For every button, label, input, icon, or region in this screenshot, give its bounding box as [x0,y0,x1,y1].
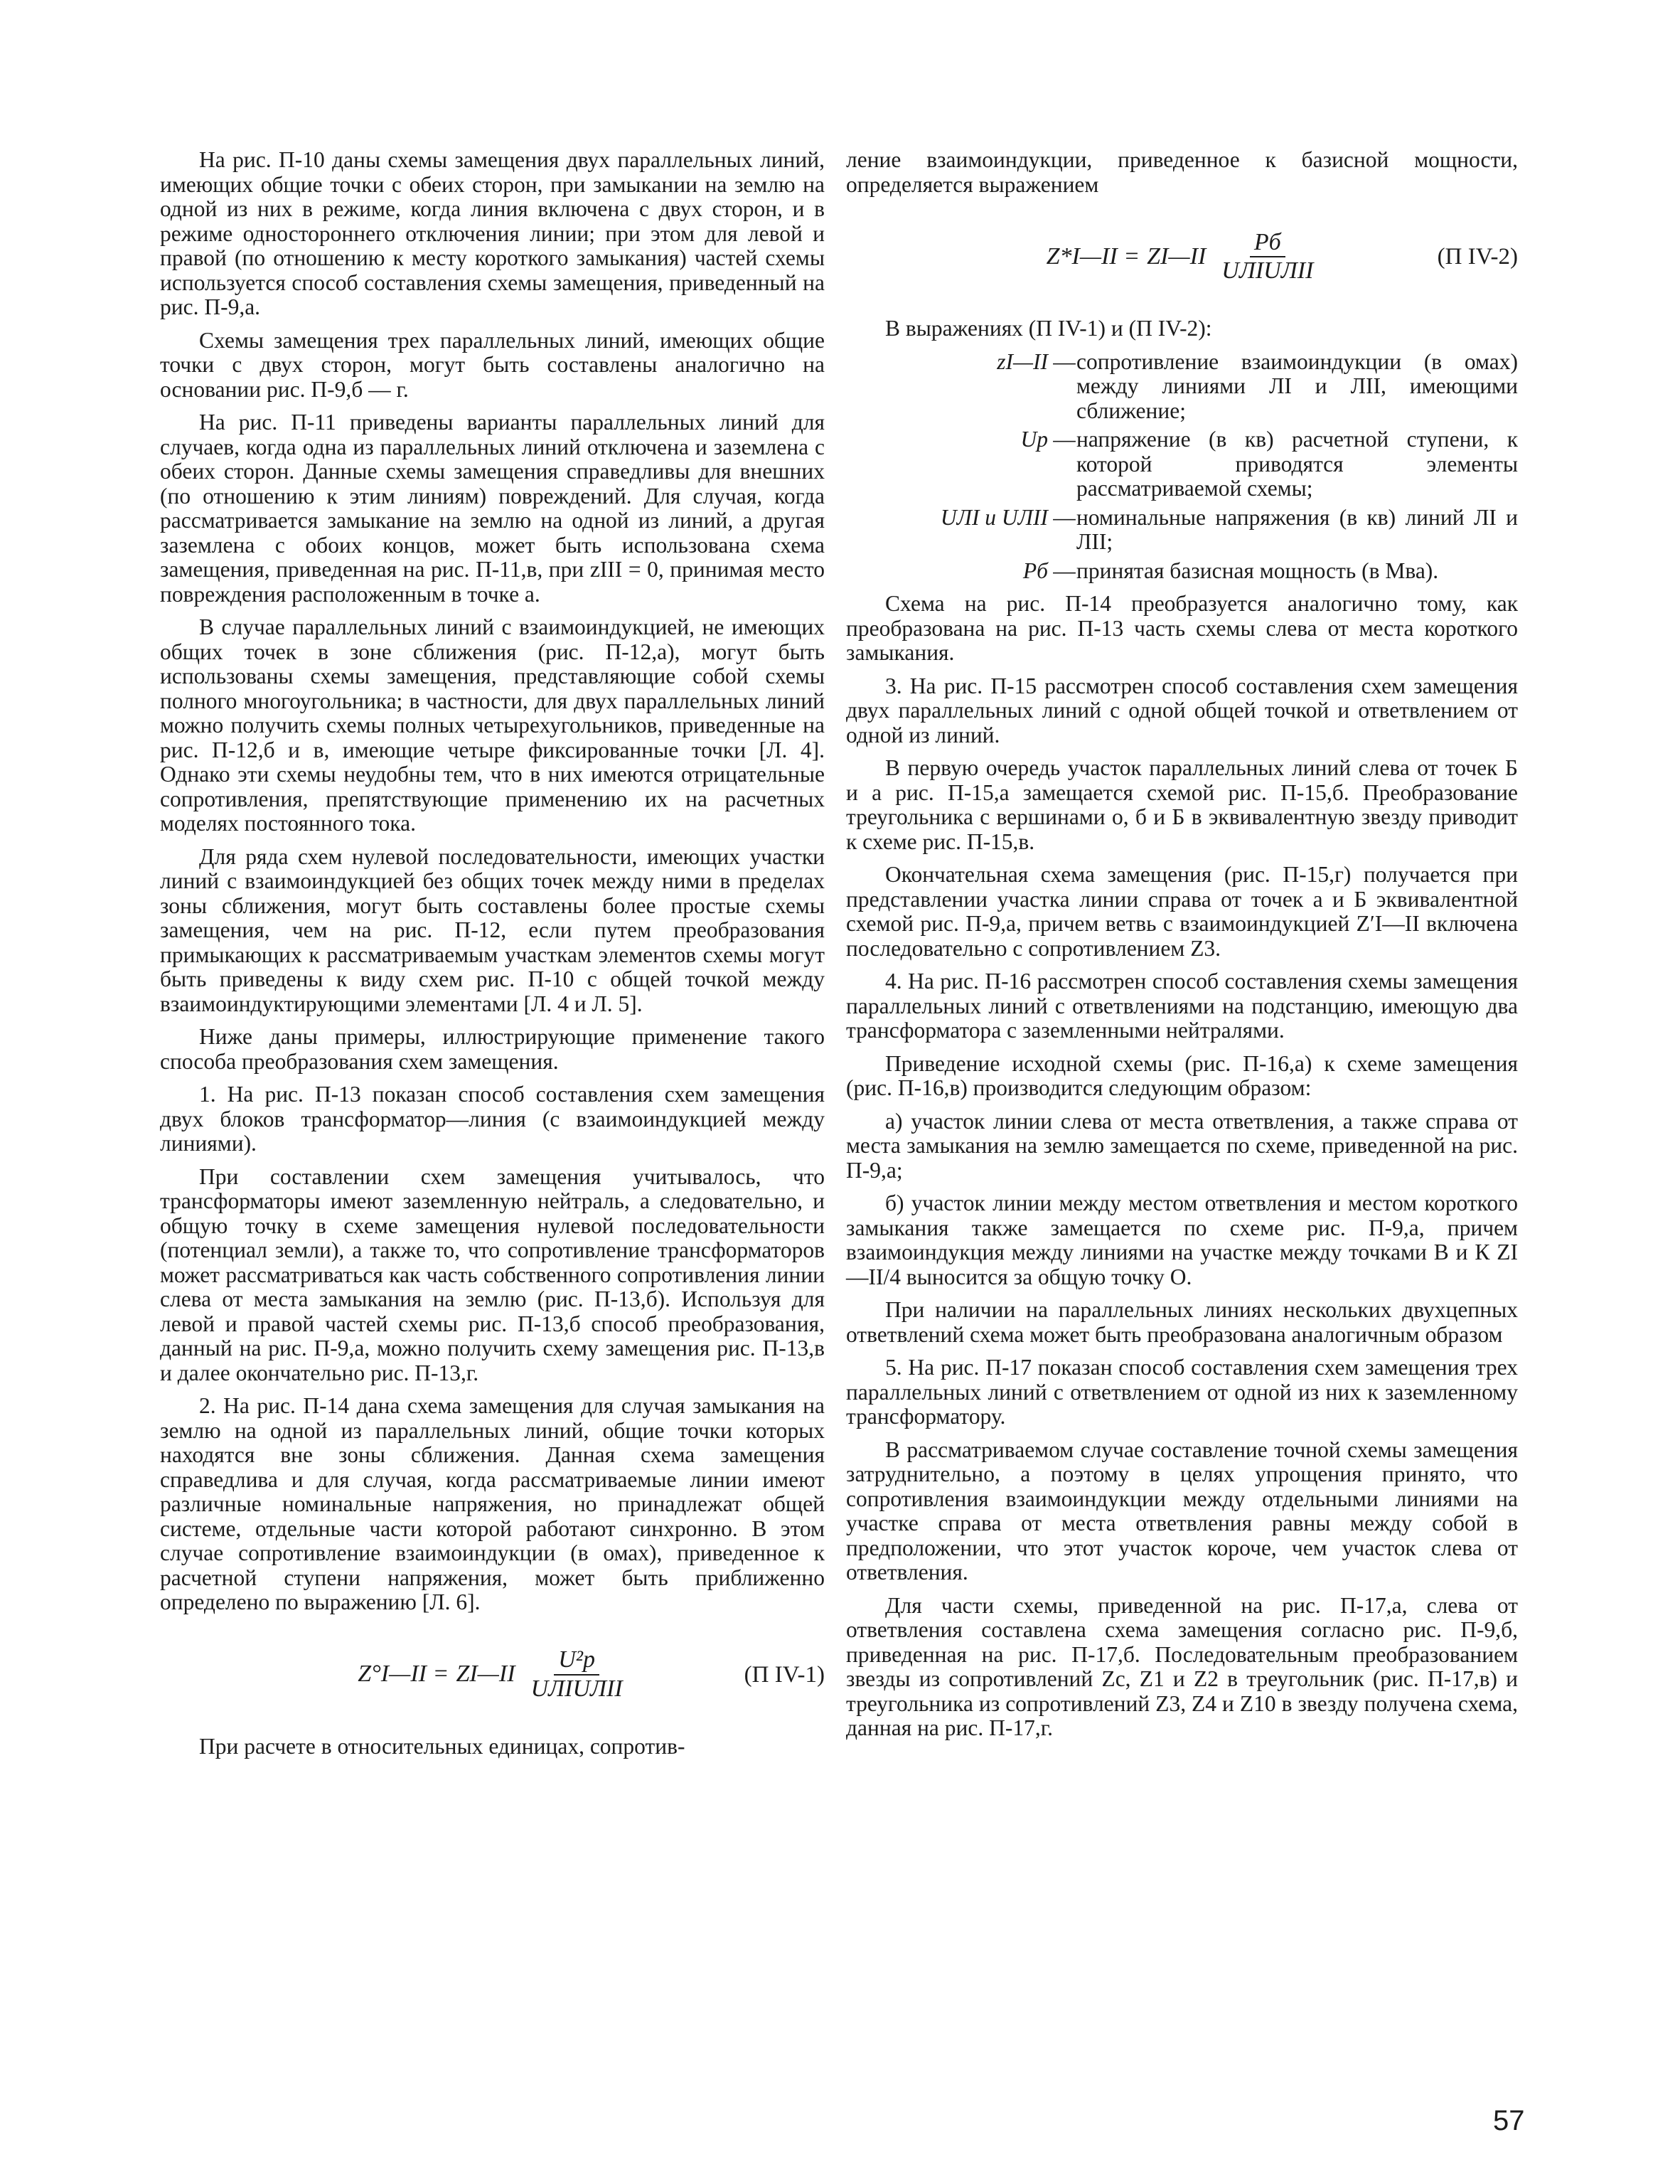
paragraph: В первую очередь участок параллельных линий слева от точек Б и а рис. П-15,а замещается схемой рис. П-15,б. Преобразование треугольника с вершинами о, б и Б в эквивалентную звезду приводит к схеме рис. П-15,в. [846,755,1518,854]
paragraph: На рис. П-11 приведены варианты параллельных линий для случаев, когда одна из параллельных линий отключена и заземлена с обеих сторон. Данные схемы замещения справедливы для внешних (по отношению к этим линиям) повреждений. Для случая, когда рассматривается замыкание на землю на одной из линий, а другая заземлена с обоих концов, может быть использована схема замещения, приведенная на рис. П-11,в, при zIII = 0, принимая место повреждения расположенным в точке а. [160,410,825,607]
equation-number: (П IV-2) [1437,243,1518,270]
definition-item [846,506,1518,555]
definition-term: Pб [1022,558,1048,583]
paragraph: В рассматриваемом случае составление точной схемы замещения затруднительно, а поэтому в целях упрощения принято, что сопротивления взаимоиндукции между отдельными линиями на участке справа от места ответвления равны между собой в предположении, что этот участок короче, чем участок слева от ответвления. [846,1437,1518,1584]
paragraph: 3. На рис. П-15 рассмотрен способ составления схем замещения двух параллельных линий с одной общей точкой и ответвлением от одной из линий. [846,673,1518,747]
fraction-denominator: UЛIUЛII [530,1675,623,1702]
paragraph: Схемы замещения трех параллельных линий, имеющих общие точки с двух сторон, могут быть составлены аналогично на основании рис. П-9,б — г. [160,327,825,402]
paragraph: При расчете в относительных единицах, сопротив- [199,1733,685,1759]
paragraph: а) участок линии слева от места ответвления, а также справа от места замыкания на землю замещается по схеме, приведенной на рис. П-9,а; [846,1108,1518,1183]
equation-lhs: Z°I—II = [358,1661,449,1688]
equation-factor: ZI—II [1147,243,1207,270]
equation-fraction [527,1648,627,1701]
left-column [160,148,825,1759]
page-number: 57 [1493,2105,1525,2136]
equation-number: (П IV-1) [744,1661,825,1688]
definition-term: zI—II [997,348,1048,374]
equation-lhs: Z*I—II = [1046,243,1140,270]
right-column [846,148,1518,1741]
paragraph: 1. На рис. П-13 показан способ составления схем замещения двух блоков трансформатор—линия (с взаимоиндукцией между линиями). [160,1082,825,1156]
definition-term: Uр [1020,427,1048,452]
definition-item [846,427,1518,501]
paragraph: 4. На рис. П-16 рассмотрен способ составления схемы замещения параллельных линий с ответвлениями на подстанцию, имеющую два трансформатора с заземленными нейтралями. [846,969,1518,1043]
equation-fraction [1217,230,1317,284]
paragraph: При составлении схем замещения учитывалось, что трансформаторы имеют заземленную нейтраль, а следовательно, и общую точку в схеме замещения нулевой последовательности (потенциал земли), а также то, что сопротивление трансформаторов может рассматриваться как часть собственного сопротивления линии слева от места замыкания на землю (рис. П-13,б). Используя для левой и правой частей схемы рис. П-13,б способ преобразования, данный на рис. П-9,а, можно получить схему замещения рис. П-13,в и далее окончательно рис. П-13,г. [160,1163,825,1385]
fraction-numerator: Pб [1250,230,1285,258]
definition-dash: — [1053,348,1076,374]
paragraph: Схема на рис. П-14 преобразуется аналогично тому, как преобразована на рис. П-13 часть схемы слева от места короткого замыкания. [846,591,1518,665]
definitions-intro: В выражениях (П IV-1) и (П IV-2): [885,316,1212,341]
equation-p-iv-1 [160,1632,825,1717]
definition-dash: — [1053,504,1076,530]
definition-desc: напряжение (в кв) расчетной ступени, к которой приводятся элементы рассматриваемой схемы; [1076,427,1518,501]
paragraph: Приведение исходной схемы (рис. П-16,а) к схеме замещения (рис. П-16,в) производится следующим образом: [846,1050,1518,1100]
paragraph: Ниже даны примеры, иллюстрирующие применение такого способа преобразования схем замещения. [160,1024,825,1074]
paragraph: 5. На рис. П-17 показан способ составления схем замещения трех параллельных линий с ответвлением от одной из них к заземленному трансформатору. [846,1355,1518,1429]
paragraph: Для ряда схем нулевой последовательности, имеющих участки линий с взаимоиндукцией без общих точек между ними в пределах зоны сближения, могут быть составлены более простые схемы замещения, чем на рис. П-12, если путем преобразования примыкающих к рассматриваемым участкам элементов схемы могут быть приведены к виду схем рис. П-10 с общей точкой между взаимоиндуктирующими элементами [Л. 4 и Л. 5]. [160,843,825,1016]
equation-p-iv-2 [846,214,1518,299]
definition-desc: номинальные напряжения (в кв) линий ЛI и ЛII; [1076,504,1518,554]
paragraph: б) участок линии между местом ответвления и местом короткого замыкания также замещается по схеме рис. П-9,а, причем взаимоиндукция между линиями на участке между точками В и К ZI—II/4 выносится за общую точку О. [846,1190,1518,1289]
definition-item [846,559,1518,584]
definition-desc: сопротивление взаимоиндукции (в омах) между линиями ЛI и ЛII, имеющими сближение; [1076,348,1518,423]
definition-desc: принятая базисная мощность (в Мва). [1076,558,1439,583]
fraction-denominator: UЛIUЛII [1221,257,1314,284]
equation-factor: ZI—II [456,1661,515,1688]
paragraph: На рис. П-10 даны схемы замещения двух параллельных линий, имеющих общие точки с обеих сторон, при замыкании на землю на одной из них в режиме, когда линия включена с двух сторон, и в режиме одностороннего отключения линии; при этом для левой и правой (по отношению к месту короткого замыкания) частей схемы используется способ составления схемы замещения, приведенный на рис. П-9,а. [160,147,825,319]
definition-item [846,350,1518,424]
paragraph: В случае параллельных линий с взаимоиндукцией, не имеющих общих точек в зоне сближения (рис. П-12,а), могут быть использованы схемы замещения, представляющие собой схемы полного многоугольника; в частности, для двух параллельных линий можно получить схемы полных четырехугольников, приведенные на рис. П-12,б и в, имеющие четыре фиксированные точки [Л. 4]. Однако эти схемы неудобны тем, что в них имеются отрицательные сопротивления, препятствующие применению их на расчетных моделях постоянного тока. [160,614,825,836]
paragraph: 2. На рис. П-14 дана схема замещения для случая замыкания на землю на одной из параллельных линий, общие точки которых находятся вне зоны сближения. Данная схема замещения справедлива и для случая, когда рассматриваемые линии имеют различные номинальные напряжения, но принадлежат общей системе, отдельные части которой работают синхронно. В этом случае сопротивление взаимоиндукции (в омах), приведенное к расчетной ступени напряжения, может быть приближенно определено по выражению [Л. 6]. [160,1393,825,1614]
paragraph: Для части схемы, приведенной на рис. П-17,а, слева от ответвления составлена схема замещения согласно рис. П-9,б, приведенная на рис. П-17,б. Последовательным преобразованием звезды из сопротивлений Zc, Z1 и Z2 в треугольник (рис. П-17,в) и треугольника из сопротивлений Z3, Z4 и Z10 в звезду получена схема, данная на рис. П-17,г. [846,1592,1518,1740]
definitions-list [846,350,1518,584]
paragraph: Окончательная схема замещения (рис. П-15,г) получается при представлении участка линии справа от точек а и Б эквивалентной схемой рис. П-9,а, причем ветвь с взаимоиндукцией Z′I—II включена последовательно с сопротивлением Z3. [846,862,1518,961]
paragraph-continuation: ление взаимоиндукции, приведенное к базисной мощности, определяется выражением [846,147,1518,197]
paragraph: При наличии на параллельных линиях нескольких двухцепных ответвлений схема может быть преобразована аналогичным образом [846,1297,1518,1347]
definition-dash: — [1053,558,1076,583]
definition-dash: — [1053,427,1076,452]
definition-term: UЛI и UЛII [940,504,1048,530]
fraction-numerator: U²р [554,1648,599,1676]
